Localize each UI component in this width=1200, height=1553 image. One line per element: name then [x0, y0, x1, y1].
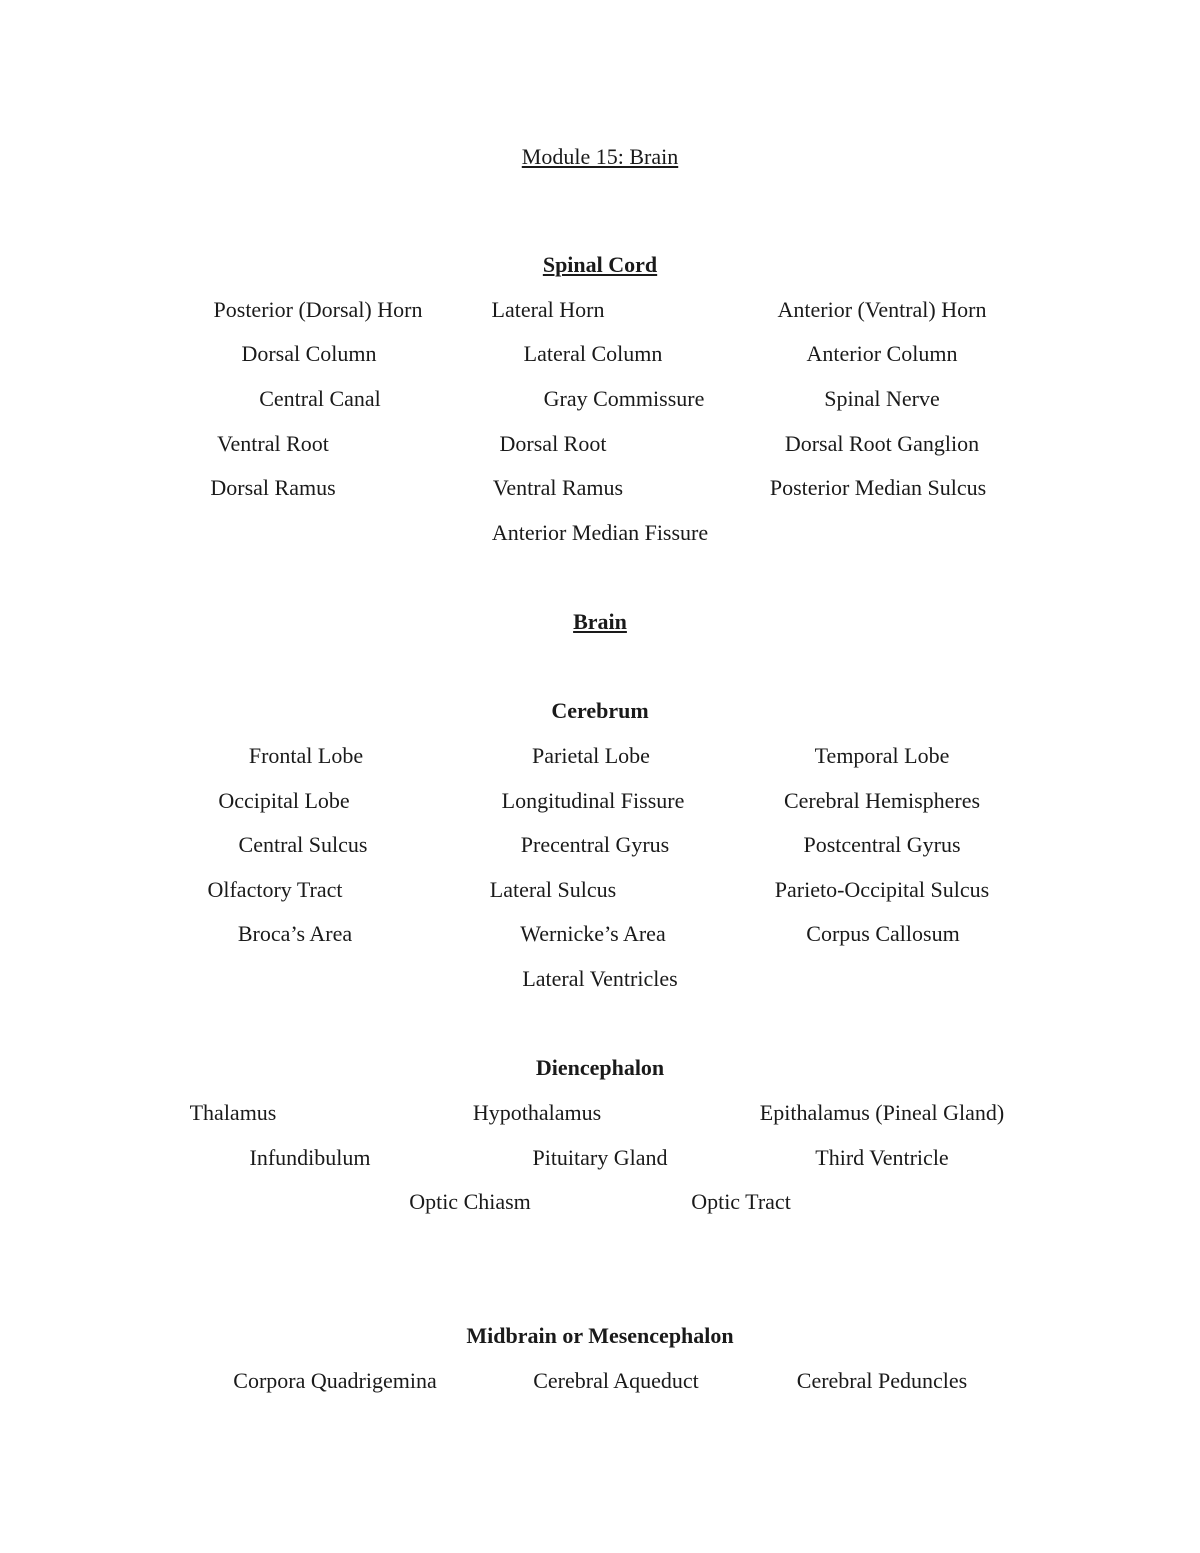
cerebrum-term: Postcentral Gyrus	[803, 832, 961, 857]
section-heading-brain: Brain	[573, 609, 627, 634]
diencephalon-term: Thalamus	[189, 1100, 277, 1125]
cerebrum-term: Frontal Lobe	[248, 743, 364, 768]
diencephalon-term: Third Ventricle	[815, 1145, 949, 1170]
cerebrum-term: Corpus Callosum	[806, 921, 960, 946]
subsection-heading-midbrain: Midbrain or Mesencephalon	[466, 1323, 734, 1348]
cerebrum-term: Precentral Gyrus	[520, 832, 670, 857]
cerebrum-term: Cerebral Hemispheres	[783, 788, 981, 813]
cerebrum-term: Occipital Lobe	[218, 788, 350, 813]
cerebrum-term: Lateral Ventricles	[522, 966, 678, 991]
diencephalon-term: Infundibulum	[249, 1145, 371, 1170]
spinal-term: Dorsal Ramus	[210, 475, 336, 500]
subsection-heading-diencephalon: Diencephalon	[535, 1055, 665, 1080]
spinal-term: Anterior Median Fissure	[491, 520, 709, 545]
document-title: Module 15: Brain	[521, 144, 679, 169]
spinal-term: Posterior (Dorsal) Horn	[213, 297, 423, 322]
spinal-term: Ventral Ramus	[492, 475, 624, 500]
diencephalon-term: Optic Chiasm	[409, 1189, 531, 1214]
diencephalon-term: Pituitary Gland	[532, 1145, 668, 1170]
spinal-term: Dorsal Root	[499, 431, 607, 456]
midbrain-term: Cerebral Peduncles	[796, 1368, 968, 1393]
spinal-term: Gray Commissure	[543, 386, 705, 411]
spinal-term: Dorsal Column	[241, 341, 377, 366]
cerebrum-term: Wernicke’s Area	[520, 921, 666, 946]
spinal-term: Central Canal	[259, 386, 381, 411]
cerebrum-term: Broca’s Area	[237, 921, 353, 946]
cerebrum-term: Longitudinal Fissure	[501, 788, 685, 813]
cerebrum-term: Parieto-Occipital Sulcus	[774, 877, 990, 902]
diencephalon-term: Optic Tract	[691, 1189, 791, 1214]
spinal-term: Posterior Median Sulcus	[769, 475, 987, 500]
subsection-heading-cerebrum: Cerebrum	[551, 698, 649, 723]
cerebrum-term: Central Sulcus	[238, 832, 368, 857]
cerebrum-term: Parietal Lobe	[532, 743, 650, 768]
spinal-term: Lateral Column	[523, 341, 663, 366]
spinal-term: Lateral Horn	[491, 297, 605, 322]
section-heading-spinal-cord: Spinal Cord	[542, 252, 658, 277]
cerebrum-term: Lateral Sulcus	[489, 877, 617, 902]
cerebrum-term: Olfactory Tract	[207, 877, 343, 902]
spinal-term: Spinal Nerve	[824, 386, 940, 411]
midbrain-term: Corpora Quadrigemina	[233, 1368, 437, 1393]
spinal-term: Anterior Column	[806, 341, 958, 366]
cerebrum-term: Temporal Lobe	[814, 743, 950, 768]
diencephalon-term: Epithalamus (Pineal Gland)	[759, 1100, 1005, 1125]
spinal-term: Ventral Root	[217, 431, 329, 456]
spinal-term: Dorsal Root Ganglion	[784, 431, 980, 456]
midbrain-term: Cerebral Aqueduct	[533, 1368, 699, 1393]
spinal-term: Anterior (Ventral) Horn	[777, 297, 987, 322]
diencephalon-term: Hypothalamus	[472, 1100, 602, 1125]
